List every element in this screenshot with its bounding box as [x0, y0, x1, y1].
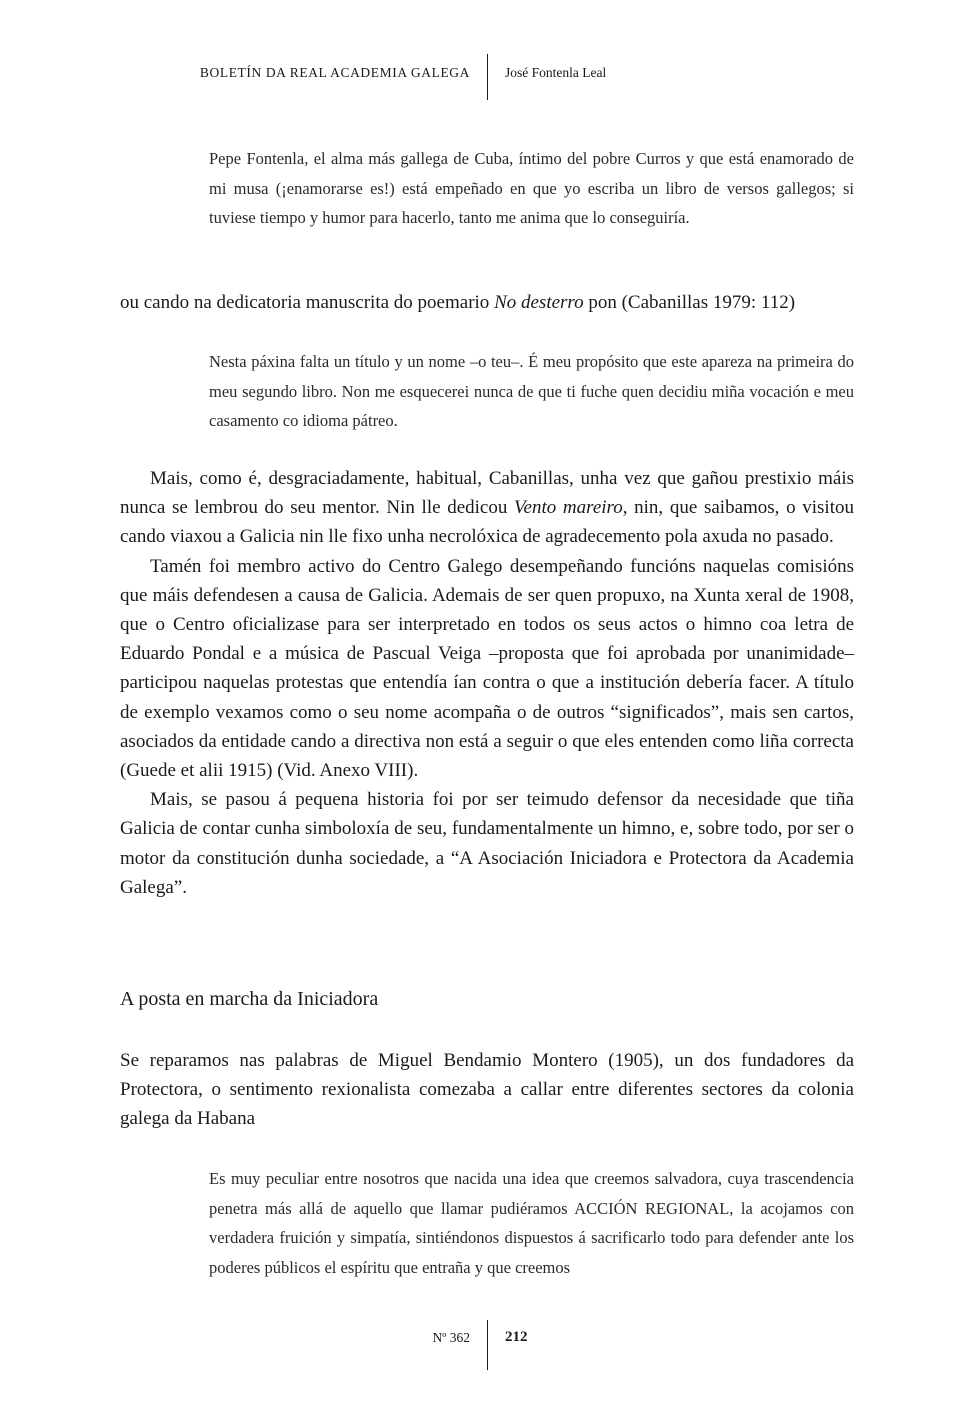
para1-text-before: Mais, como é, desgraciadamente, habitual, Cabanillas, unha vez que gañou prestixio máis nunca se lembrou do seu mentor. Nin lle dedicou: [120, 468, 854, 519]
poem-title-no-desterro: No desterro: [494, 292, 584, 313]
intro-text-before: ou cando na dedicatoria manuscrita do poemario: [120, 292, 495, 313]
block-quote-curros: Pepe Fontenla, el alma más gallega de Cuba, íntimo del pobre Curros y que está enamorado de mi musa (¡enamorarse es!) está empeñado en que yo escriba un libro de versos gallegos; si tuviese tiempo y humor para hacerlo, tanto me anima que lo conseguiría.: [209, 149, 854, 227]
paragraph-centro-galego: Tamén foi membro activo do Centro Galego desempeñando funcións naquelas comisións que máis defendesen a causa de Galicia. Ademais de ser quen propuxo, na Xunta xeral de 1908, que o Centro oficializase para ser interpretado en todos os seus actos o himno coa letra de Eduardo Pondal e a música de Pascual Veiga –proposta que foi aprobada por unanimidade– participou naquelas protestas que entendía ían contra o que a institución debería facer. A título de exemplo vexamos como o seu nome acompaña o de outros “significados”, mais sen cartos, asociados da entidade cando a directiva non está a seguir o que eles entenden como liña correcta (Guede et alii 1915) (Vid. Anexo VIII).: [120, 555, 854, 782]
intro-paragraph: [120, 288, 854, 317]
article-author: José Fontenla Leal: [505, 65, 607, 80]
paragraph-himno: Mais, se pasou á pequena historia foi por ser teimudo defensor da necesidade que tiña Galicia de contar cunha simboloxía de seu, fundamentalmente un himno, e, sobre todo, por ser o motor da constitución dunha sociedade, a “A Asociación Iniciadora e Protectora da Academia Galega”.: [120, 789, 854, 898]
body-text: [120, 464, 854, 902]
section-intro: [120, 1046, 854, 1134]
block-quote-bendamio: Es muy peculiar entre nosotros que nacida una idea que creemos salvadora, cuya trascendencia penetra más allá de aquello que llamar pudiéramos ACCIÓN REGIONAL, la acojamos con verdadera fruición y simpatía, sintiéndonos dispuestos á sacrificarlo todo para defender ante los poderes públicos el espíritu que entraña y que creemos: [209, 1169, 854, 1277]
paragraph-bendamio: Se reparamos nas palabras de Miguel Bendamio Montero (1905), un dos fundadores da Protectora, o sentimento rexionalista comezaba a callar entre diferentes sectores da colonia galega da Habana: [120, 1050, 854, 1130]
page-number: 212: [505, 1329, 528, 1345]
running-header: [0, 54, 975, 100]
intro-text-after: pon (Cabanillas 1979: 112): [583, 292, 796, 313]
block-quote-dedication: Nesta páxina falta un título y un nome –o teu–. É meu propósito que este apareza na primeira do meu segundo libro. Non me esquecerei nunca de que ti fuche quen decidiu miña vocación e meu casamento co idioma pátreo.: [209, 352, 854, 430]
section-heading: A posta en marcha da Iniciadora: [120, 988, 379, 1010]
issue-number: Nº 362: [432, 1330, 470, 1345]
journal-title: BOLETÍN DA REAL ACADEMIA GALEGA: [199, 65, 470, 80]
paragraph-cabanillas: [120, 464, 854, 552]
page-footer: [0, 1320, 975, 1370]
para1-text-after: , nin, que saibamos, o visitou cando viaxou a Galicia nin lle fixo unha necrolóxica de agradecemento pola axuda no pasado.: [120, 497, 854, 548]
header-divider: [487, 54, 488, 100]
footer-divider: [487, 1320, 488, 1370]
book-title-vento-mareiro: Vento mareiro: [514, 497, 623, 519]
